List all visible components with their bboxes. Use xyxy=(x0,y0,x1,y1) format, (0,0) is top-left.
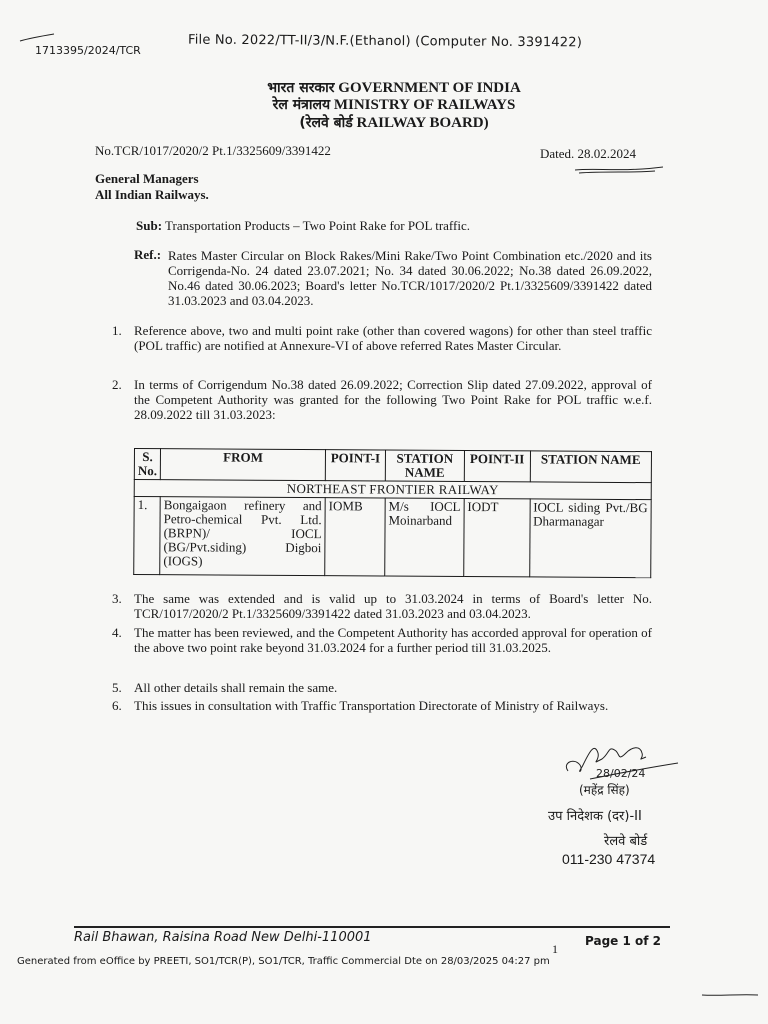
signatory-phone: 011-230 47374 xyxy=(562,851,656,867)
zone-name: NORTHEAST FRONTIER RAILWAY xyxy=(134,480,651,500)
reference-label: Ref.: xyxy=(134,247,162,262)
para-number: 2. xyxy=(112,377,122,392)
col-header: POINT-II xyxy=(464,451,530,482)
cell-station1: M/s IOCL Moinarband xyxy=(385,498,464,576)
para-text: Reference above, two and multi point rake (other than covered wagons) for other than steel traffic (POL traffic) are notified at Annexure-VI of above referred Rates Master Circular. xyxy=(134,323,652,353)
para-text: This issues in consultation with Traffic Transportation Directorate of Ministry of Railways. xyxy=(134,698,609,713)
cell-from: Bongaigaon refinery and Petro-chemical Pvt. Ltd.(BRPN)/ IOCL (BG/Pvt.siding) Digboi (IOGS) xyxy=(160,497,325,576)
subject-text: Transportation Products – Two Point Rake for POL traffic. xyxy=(165,218,470,233)
para-text: The same was extended and is valid up to 31.03.2024 in terms of Board's letter No. TCR/1017/2020/2 Pt.1/3325609/3391422 dated 31.03.2023 and 03.04.2023. xyxy=(134,591,652,621)
signature-date: 28/02/24 xyxy=(596,767,646,780)
header-line-board: (रेलवे बोर्ड RAILWAY BOARD) xyxy=(299,115,489,131)
signatory-organisation: रेलवे बोर्ड xyxy=(604,834,648,849)
table-row xyxy=(134,497,651,578)
corner-mark xyxy=(700,990,760,1000)
reference-text: Rates Master Circular on Block Rakes/Mini Rake/Two Point Combination etc./2020 and its Corrigenda-No. 24 dated 23.07.2021; No. 34 dated 30.06.2022; No.38 dated 26.09.2022, No.46 dated 30.06.2023; Board's letter No.TCR/1017/2020/2 Pt.1/3325609/3391422 dated 31.03.2023 and 03.04.2023. xyxy=(168,248,652,308)
date-underline xyxy=(575,166,663,174)
page-indicator: Page 1 of 2 xyxy=(585,934,661,948)
addressee-line-2: All Indian Railways. xyxy=(95,187,209,202)
receipt-number: 1713395/2024/TCR xyxy=(35,44,141,57)
signatory-designation: उप निदेशक (दर)-II xyxy=(548,809,642,824)
table-header-row xyxy=(134,449,651,483)
para-number: 1. xyxy=(112,323,122,338)
cell-point2: IODT xyxy=(464,499,530,577)
cell-point1: IOMB xyxy=(325,498,385,576)
letter-date: Dated. 28.02.2024 xyxy=(540,146,637,161)
header-line-ministry: रेल मंत्रालय MINISTRY OF RAILWAYS xyxy=(272,97,516,113)
col-header: S. No. xyxy=(134,449,160,480)
para-text: All other details shall remain the same. xyxy=(134,680,338,695)
col-header: STATION NAME xyxy=(530,451,652,483)
signatory-name: (महेंद्र सिंह) xyxy=(579,783,630,797)
addressee-line-1: General Managers xyxy=(95,171,199,186)
cell-station2: IOCL siding Pvt./BG Dharmanagar xyxy=(529,499,651,578)
footer-address: Rail Bhawan, Raisina Road New Delhi-110001 xyxy=(74,930,372,945)
col-header: POINT-I xyxy=(325,450,385,481)
para-number: 6. xyxy=(112,698,122,713)
page-number: 1 xyxy=(552,942,558,956)
footer-rule xyxy=(74,926,670,928)
subject-line xyxy=(136,218,470,234)
para-text: The matter has been reviewed, and the Competent Authority has accorded approval for operation of the above two point rake beyond 31.03.2024 for a further period till 31.03.2025. xyxy=(134,625,653,655)
header-line-government: भारत सरकार GOVERNMENT OF INDIA xyxy=(267,80,521,96)
corner-mark xyxy=(18,32,58,44)
para-number: 4. xyxy=(112,625,122,640)
para-number: 3. xyxy=(112,591,122,606)
cell-sno: 1. xyxy=(134,497,161,575)
col-header: FROM xyxy=(160,449,325,481)
letter-reference-number: No.TCR/1017/2020/2 Pt.1/3325609/3391422 xyxy=(95,143,331,158)
para-number: 5. xyxy=(112,680,122,695)
para-text: In terms of Corrigendum No.38 dated 26.09.2022; Correction Slip dated 27.09.2022, approval of the Competent Authority was granted for the following Two Point Rake for POL traffic w.e.f. 28.09.2022 till 31.03.2023: xyxy=(134,377,652,422)
subject-label: Sub: xyxy=(136,218,163,233)
file-number: File No. 2022/TT-II/3/N.F.(Ethanol) (Computer No. 3391422) xyxy=(187,32,583,51)
eoffice-generation-note: Generated from eOffice by PREETI, SO1/TCR(P), SO1/TCR, Traffic Commercial Dte on 28/03/2025 04:27 pm xyxy=(17,956,550,967)
two-point-rake-table xyxy=(133,448,652,578)
col-header: STATION NAME xyxy=(385,450,464,481)
